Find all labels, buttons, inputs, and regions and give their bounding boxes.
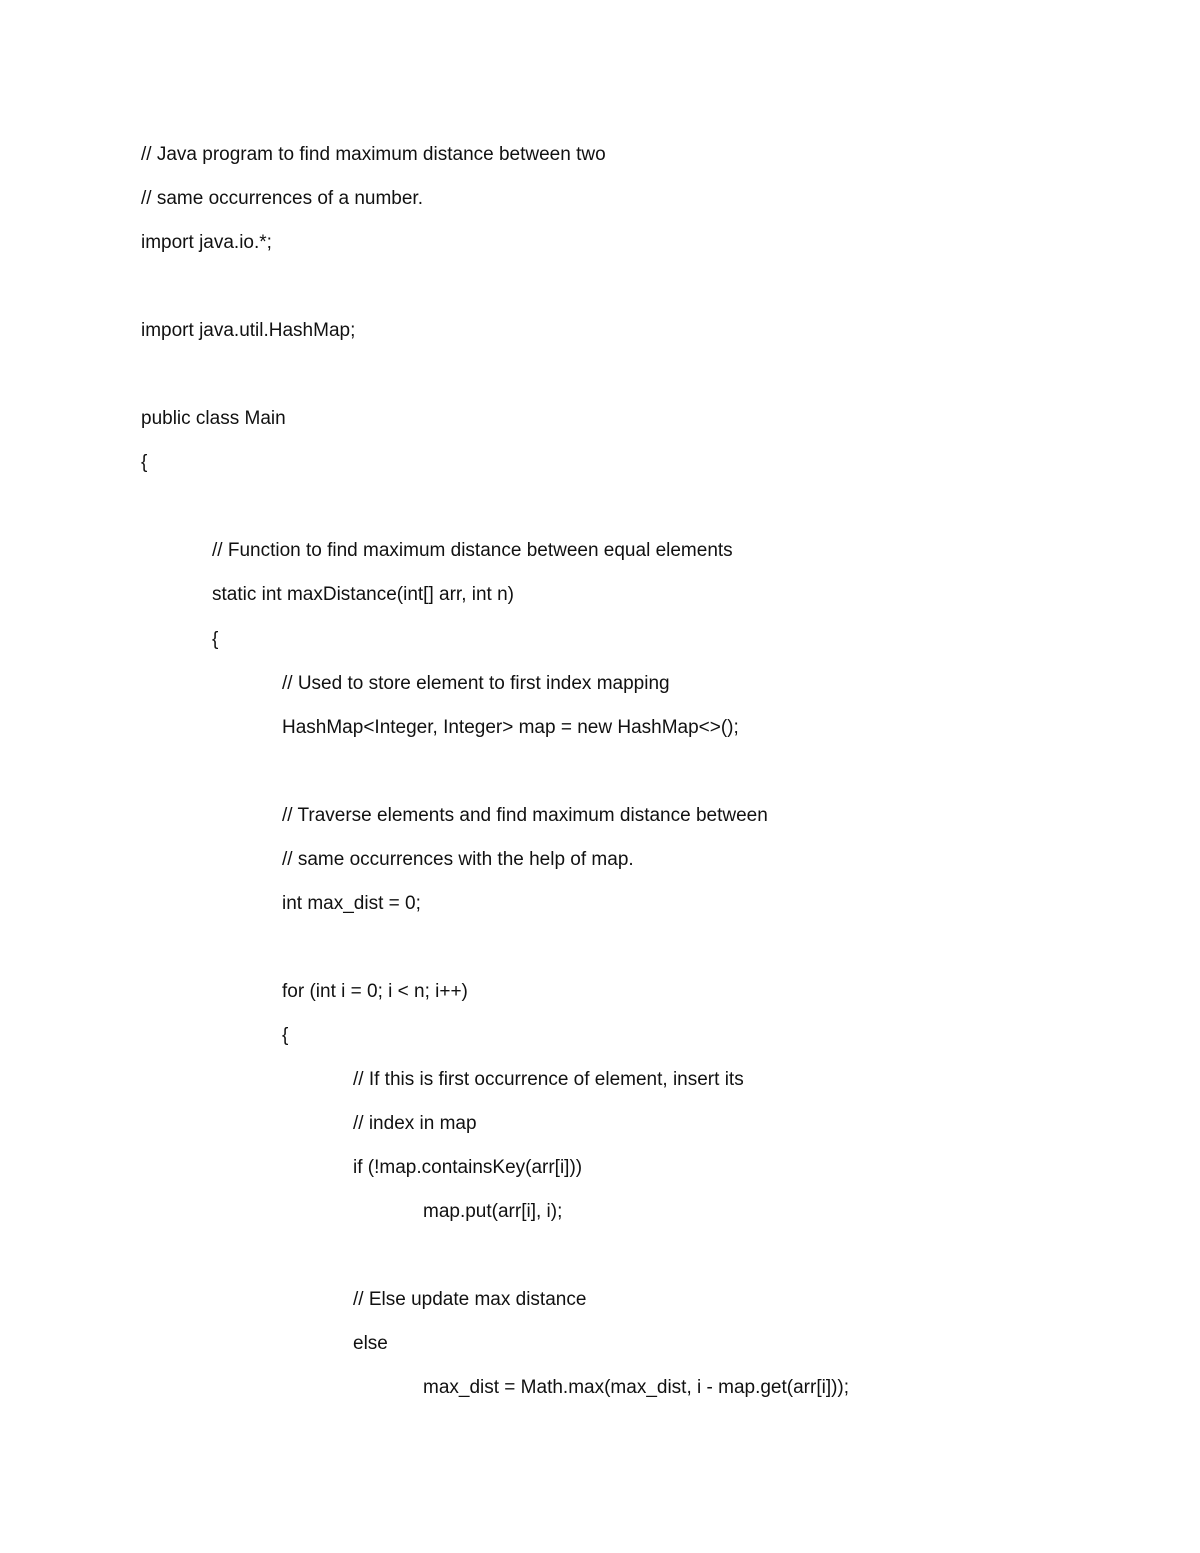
code-line-comment: // Else update max distance [353,1289,587,1311]
code-line-if-statement: if (!map.containsKey(arr[i])) [353,1157,583,1179]
code-line-comment: // Function to find maximum distance between equal elements [212,540,733,562]
code-line-comment: // Used to store element to first index mapping [282,672,670,694]
code-line-method-declaration: static int maxDistance(int[] arr, int n) [212,584,514,606]
code-line-statement: max_dist = Math.max(max_dist, i - map.get(arr[i])); [423,1377,850,1399]
code-line-import: import java.io.*; [141,232,272,254]
code-line-comment: // If this is first occurrence of element, insert its [353,1068,744,1090]
code-line-blank [141,757,1141,801]
code-line-else: else [353,1333,388,1355]
code-line-for-loop: for (int i = 0; i < n; i++) [282,980,468,1002]
code-line-statement: map.put(arr[i], i); [423,1201,563,1223]
code-line-comment: // Java program to find maximum distance between two [141,144,606,165]
code-line-blank [141,933,1141,977]
code-line-blank [141,360,1141,404]
code-line-blank [141,492,1141,536]
code-line-class-declaration: public class Main [141,408,286,430]
code-line-import: import java.util.HashMap; [141,320,356,342]
code-line-blank [141,272,1141,316]
code-line-brace: { [141,452,148,474]
code-line-comment: // index in map [353,1113,477,1135]
code-line-comment: // same occurrences with the help of map. [282,848,634,870]
code-line-brace: { [212,628,219,650]
code-line-blank [141,1241,1141,1285]
code-line-comment: // same occurrences of a number. [141,188,423,210]
code-line-brace: { [282,1024,289,1046]
code-line-statement: HashMap<Integer, Integer> map = new HashMap<>(); [282,716,739,738]
code-line-comment: // Traverse elements and find maximum distance between [282,804,768,826]
code-line-statement: int max_dist = 0; [282,892,421,914]
code-listing [141,140,1141,1417]
